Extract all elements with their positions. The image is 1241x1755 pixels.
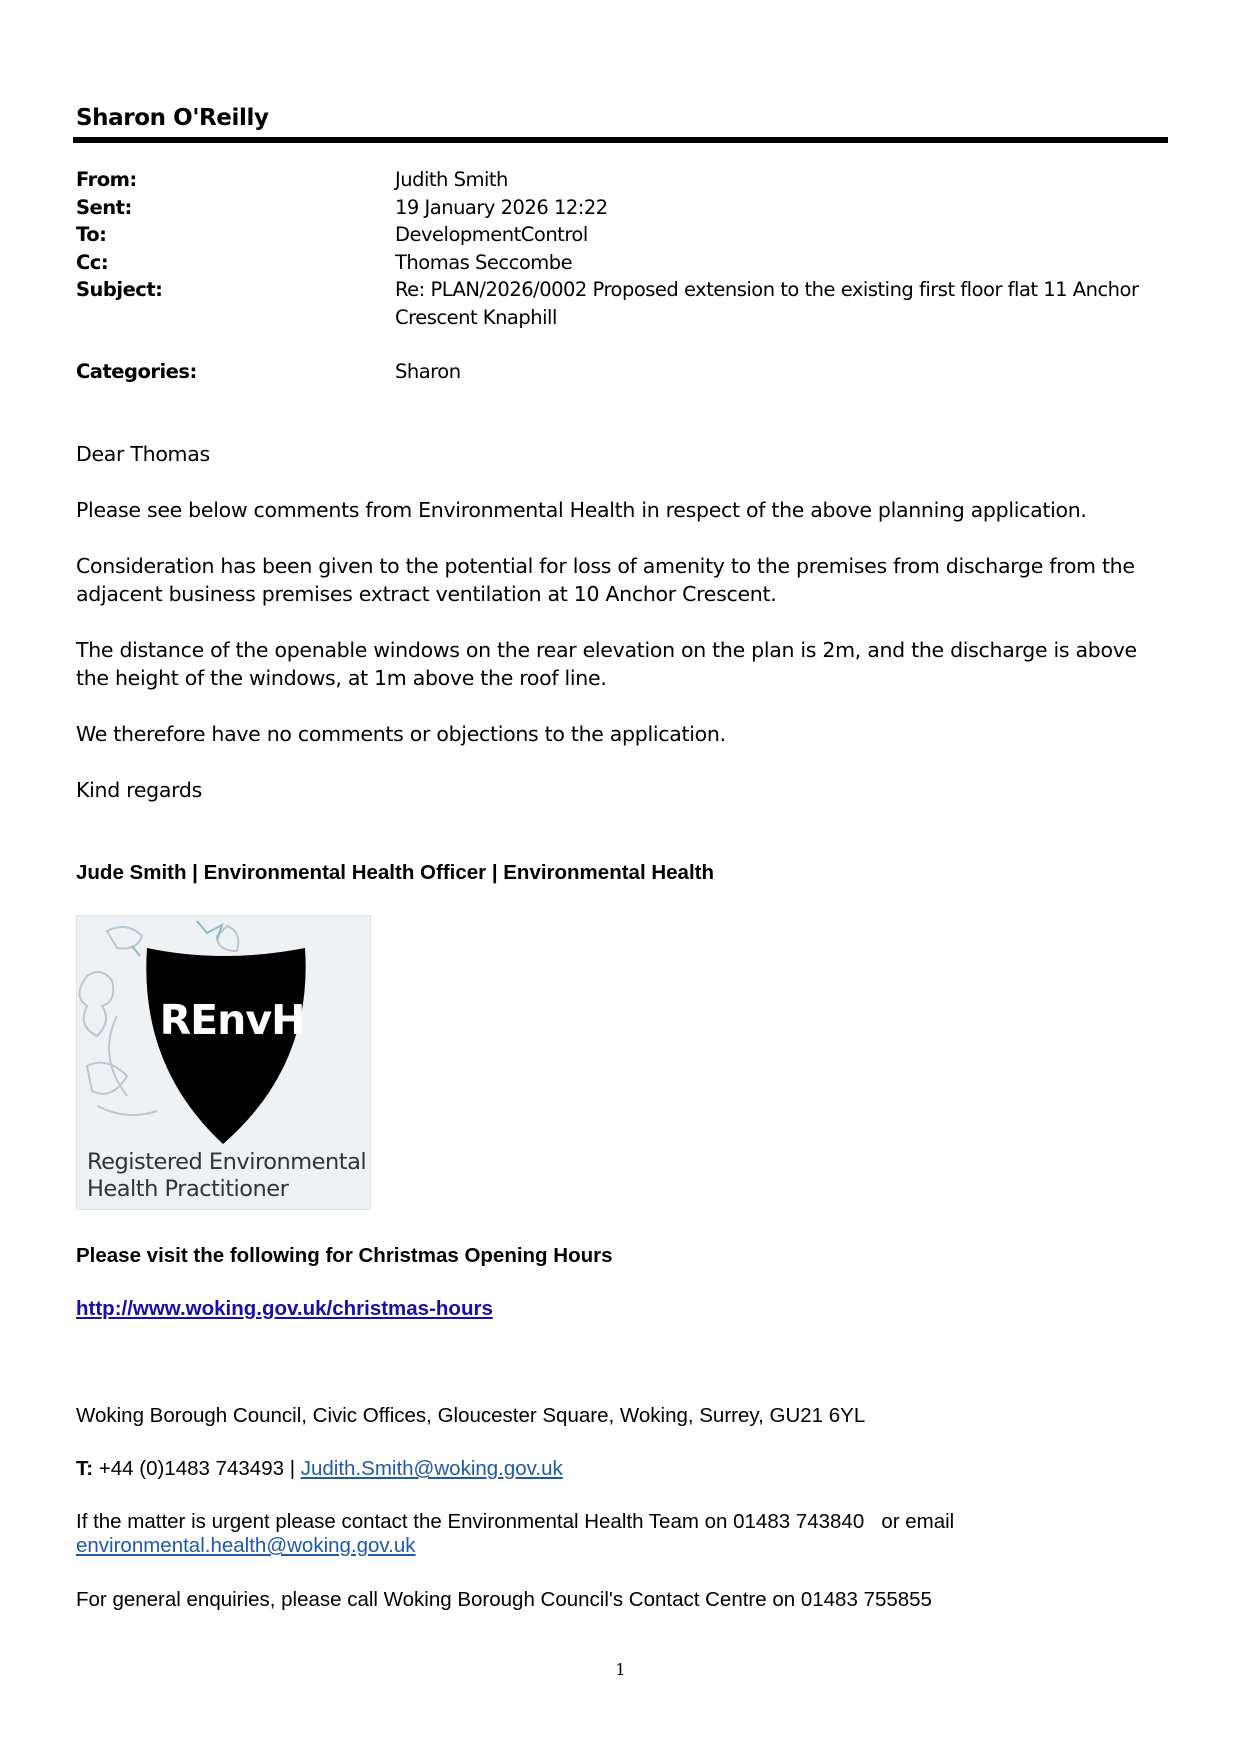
- from-row: [76, 166, 1166, 194]
- urgent-contact-text: If the matter is urgent please contact the Environmental Health Team on 01483 743840 or email: [76, 1510, 955, 1533]
- christmas-hours-link-row: [76, 1297, 493, 1321]
- urgent-email-link[interactable]: environmental.health@woking.gov.uk: [76, 1534, 416, 1557]
- cc-label: Cc:: [76, 250, 109, 274]
- sent-label: Sent:: [76, 195, 132, 219]
- subject-label: Subject:: [76, 278, 163, 301]
- to-row: [76, 221, 1166, 249]
- subject-value: Re: PLAN/2026/0002 Proposed extension to the existing first floor flat 11 Anchor Crescent Knaphill: [395, 278, 1139, 329]
- from-value: Judith Smith: [395, 168, 508, 191]
- telephone-number: +44 (0)1483 743493: [98, 1457, 285, 1480]
- document-owner-name: Sharon O'Reilly: [76, 105, 269, 131]
- urgent-contact: [76, 1510, 954, 1558]
- logo-caption-line-1: Registered Environmental: [87, 1149, 367, 1175]
- categories-label: Categories:: [76, 360, 197, 383]
- body-paragraph-2: Consideration has been given to the potential for loss of amenity to the premises from discharge from the adjacent business premises extract ventilation at 10 Anchor Crescent.: [76, 554, 1135, 606]
- from-label: From:: [76, 168, 137, 191]
- header-rule: [73, 137, 1168, 143]
- email-body: [76, 440, 1166, 832]
- cc-row: [76, 249, 1166, 277]
- body-paragraph-3: The distance of the openable windows on the rear elevation on the plan is 2m, and the discharge is above the height of the windows, at 1m above the roof line.: [76, 638, 1137, 690]
- christmas-hours-text: Please visit the following for Christmas Opening Hours: [76, 1244, 613, 1267]
- cc-value: Thomas Seccombe: [395, 250, 573, 274]
- shield-icon: [135, 946, 311, 1146]
- to-value: DevelopmentControl: [395, 223, 588, 246]
- body-paragraph-1: Please see below comments from Environmental Health in respect of the above planning application.: [76, 498, 1087, 522]
- separator: |: [289, 1457, 296, 1480]
- greeting: Dear Thomas: [76, 442, 210, 466]
- email-link[interactable]: Judith.Smith@woking.gov.uk: [300, 1457, 563, 1480]
- email-header: [76, 166, 1166, 386]
- general-enquiries: For general enquiries, please call Woking Borough Council's Contact Centre on 01483 755855: [76, 1588, 932, 1611]
- signature-title: Jude Smith | Environmental Health Officer | Environmental Health: [76, 861, 714, 884]
- telephone-line: [76, 1457, 563, 1481]
- telephone-label: T:: [76, 1457, 94, 1480]
- christmas-hours-link[interactable]: http://www.woking.gov.uk/christmas-hours: [76, 1297, 493, 1320]
- council-address: Woking Borough Council, Civic Offices, Gloucester Square, Woking, Surrey, GU21 6YL: [76, 1404, 866, 1427]
- sent-value: 19 January 2026 12:22: [395, 195, 608, 219]
- signoff: Kind regards: [76, 778, 202, 802]
- subject-row: [76, 276, 1166, 331]
- body-paragraph-4: We therefore have no comments or objections to the application.: [76, 722, 726, 746]
- sent-row: [76, 194, 1166, 222]
- categories-value: Sharon: [395, 360, 461, 383]
- categories-row: [76, 358, 1166, 386]
- logo-caption-line-2: Health Practitioner: [87, 1176, 289, 1202]
- logo-text: REnvH: [159, 996, 305, 1044]
- page-number: 1: [615, 1660, 626, 1679]
- to-label: To:: [76, 223, 107, 246]
- renvh-logo: [76, 915, 371, 1210]
